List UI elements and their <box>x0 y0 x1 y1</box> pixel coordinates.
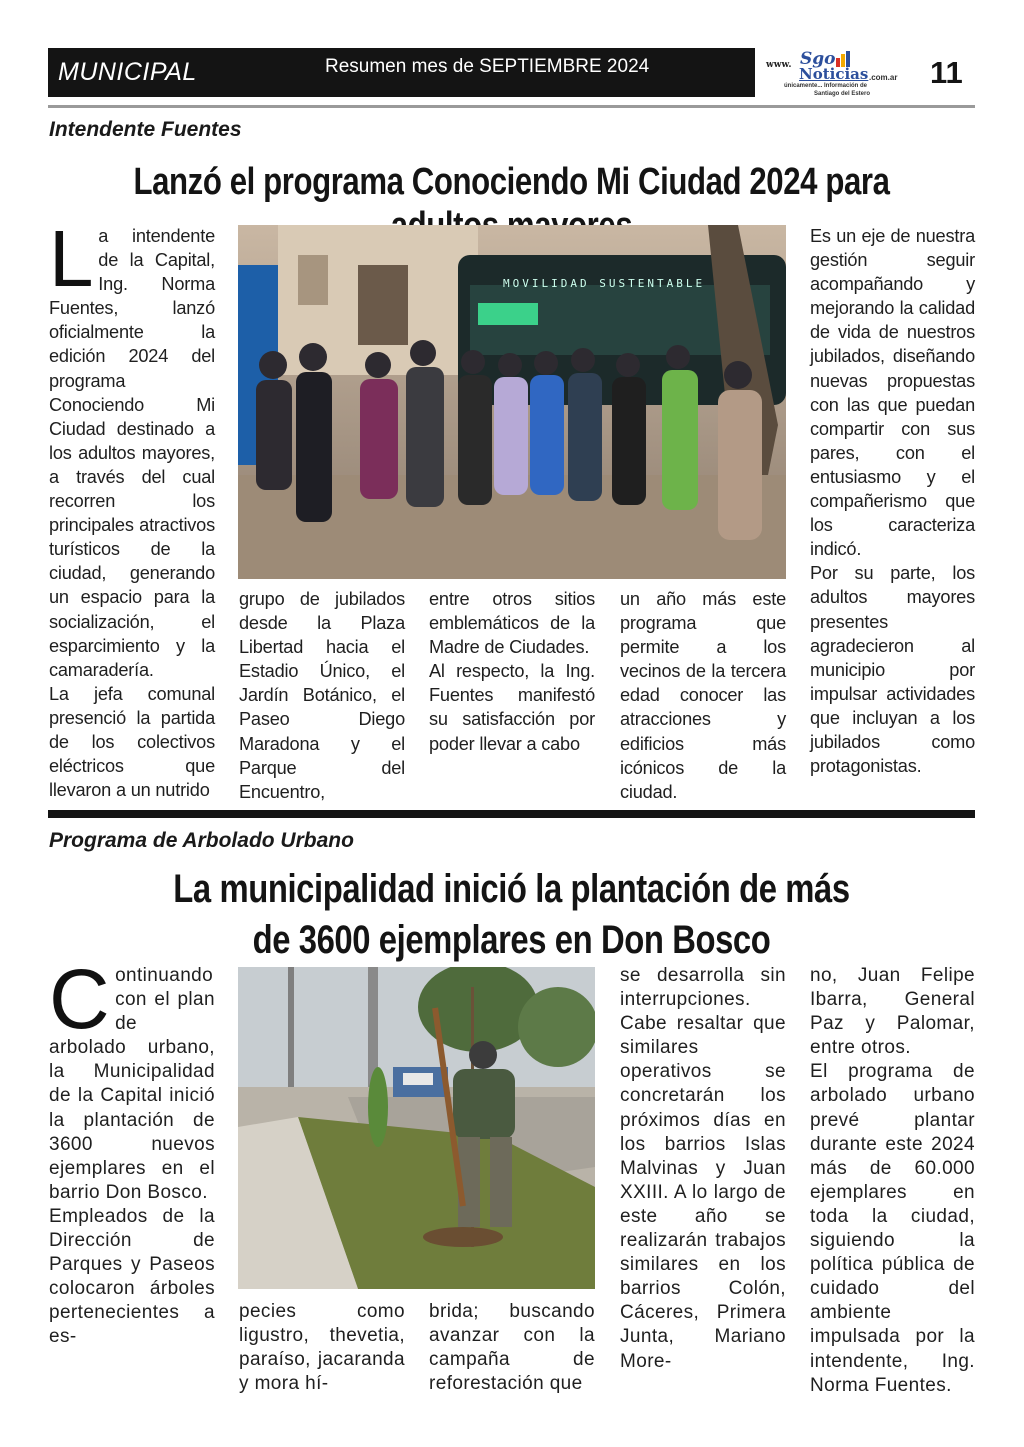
bus-sign-text: MOVILIDAD SUSTENTABLE <box>503 277 706 290</box>
article2-kicker: Programa de Arbolado Urbano <box>49 829 354 852</box>
article2-paragraph: pecies como ligustro, thevetia, paraíso, jacaranda y mora hí- <box>239 1301 405 1395</box>
article2-paragraph: no, Juan Felipe Ibarra, General Paz y Palomar, entre otros. <box>810 965 975 1059</box>
logo-domain: .com.ar <box>869 73 898 82</box>
article2-column-1 <box>49 952 215 1350</box>
article2-paragraph: se desarrolla sin interrupciones. <box>620 965 786 1011</box>
header-rule <box>48 105 975 108</box>
article1-column-3 <box>429 587 595 756</box>
page-number: 11 <box>930 55 963 90</box>
article2-paragraph: brida; buscando avanzar con la campaña de reforestación que <box>429 1301 595 1395</box>
tree-planting-photo-illustration <box>238 967 595 1289</box>
article1-paragraph: Al respecto, la Ing. Fuentes manifestó su satisfacción por poder llevar a cabo <box>429 661 595 754</box>
article1-paragraph: Por su parte, los adultos mayores presentes agradecieron al municipio por impulsar actividades que incluyan a los jubilados como protagonistas. <box>810 563 975 777</box>
article1-column-2 <box>239 587 405 804</box>
article1-column-1 <box>49 214 215 802</box>
article2-paragraph: Cabe resaltar que similares operativos se concretarán los próximos días en los barrios Islas Malvinas y Juan XXIII. A lo largo de este año se realizarán trabajos similares en los barrios Colón, Cáceres, Primera Junta, Mariano More- <box>620 1013 786 1372</box>
article1-column-4 <box>620 587 786 804</box>
article1-paragraph: a intendente de la Capital, Ing. Norma Fuentes, lanzó oficialmente la edición 2024 del programa Conociendo Mi Ciudad destinado a los adultos mayores, a través del cual recorren los principales atractivos turísticos de la ciudad, generando un espacio para la socialización, el esparcimiento y la camaradería. <box>49 226 215 680</box>
article1-kicker: Intendente Fuentes <box>49 118 242 141</box>
logo-sgo: Sgo <box>800 49 836 69</box>
section-divider <box>48 810 975 818</box>
article2-column-2 <box>239 1300 405 1396</box>
article1-paragraph: grupo de jubilados desde la Plaza Libertad hacia el Estadio Único, el Jardín Botánico, el Paseo Diego Maradona y el Parque del Encuentro, <box>239 589 405 802</box>
article2-headline-line: de 3600 ejemplares en Don Bosco <box>252 918 771 962</box>
group-photo-illustration <box>238 225 786 579</box>
article1-paragraph: un año más este programa que permite a los vecinos de la tercera edad conocer las atracciones y edificios más icónicos de la ciudad. <box>620 589 786 802</box>
article1-paragraph: entre otros sitios emblemáticos de la Madre de Ciudades. <box>429 589 595 658</box>
sgonoticias-logo[interactable] <box>766 50 918 100</box>
logo-tagline-region: Santiago del Estero <box>814 91 871 97</box>
article2-paragraph: Empleados de la Dirección de Parques y Paseos colocaron árboles pertenecientes a es- <box>49 1205 215 1348</box>
section-name: MUNICIPAL <box>58 58 197 86</box>
issue-label: Resumen mes de SEPTIEMBRE 2024 <box>325 56 650 77</box>
article2-photo <box>238 967 595 1289</box>
article1-paragraph: Es un eje de nuestra gestión seguir acompañando y mejorando la calidad de vida de nuestros jubilados, diseñando nuevas propuestas con las que puedan compartir con sus pares, con el entusiasmo y el compañerismo que los caracteriza indicó. <box>810 226 975 560</box>
article2-headline-line: La municipalidad inició la plantación de más <box>173 867 850 911</box>
article2-paragraph: El programa de arbolado urbano prevé plantar durante este 2024 más de 60.000 ejemplares en toda la ciudad, siguiendo la política pública de cuidado del ambiente impulsada por la intendente, Ing. Norma Fuentes. <box>810 1061 975 1396</box>
article2-column-5 <box>810 964 975 1398</box>
article1-paragraph: La jefa comunal presenció la partida de los colectivos eléctricos que llevaron a un nutrido <box>49 683 215 801</box>
logo-www: www. <box>766 60 792 70</box>
article1-headline: Lanzó el programa Conociendo Mi Ciudad 2024 para <box>133 161 890 203</box>
section-header-bar <box>48 48 755 97</box>
article1-photo <box>238 225 786 579</box>
article2-dropcap: C <box>49 952 111 1046</box>
article1-column-5 <box>810 224 975 778</box>
logo-noticias: Noticias <box>799 65 869 83</box>
article2-column-4 <box>620 964 786 1374</box>
logo-tagline: únicamente... Información de <box>784 83 868 89</box>
article2-paragraph: ontinuando con el plan de arbolado urbano, la Municipalidad de la Capital inició la plantación de 3600 nuevos ejemplares en el barrio Don Bosco. <box>49 965 215 1203</box>
article1-dropcap: L <box>49 214 94 303</box>
article2-headline <box>131 864 891 966</box>
article2-column-3 <box>429 1300 595 1396</box>
